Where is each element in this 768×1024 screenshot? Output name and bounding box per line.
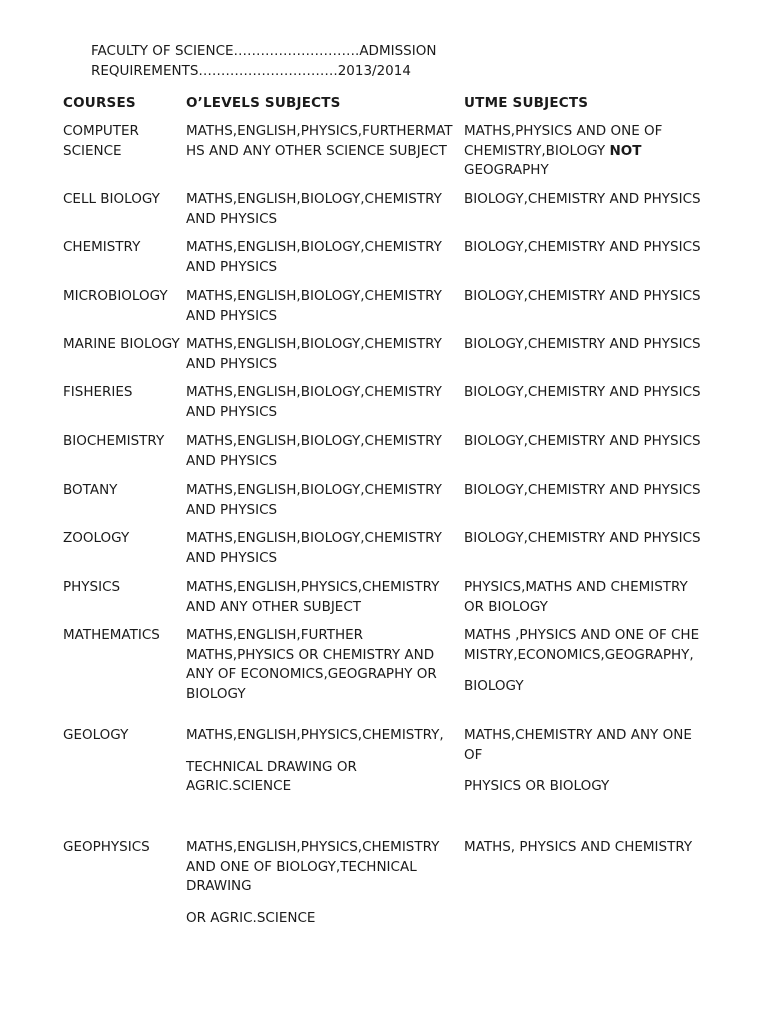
olevels-subjects xyxy=(186,838,456,928)
utme-text: MATHS, PHYSICS AND CHEMISTRY xyxy=(464,839,693,855)
olevels-text: MATHS,ENGLISH,PHYSICS,CHEMISTRY, xyxy=(186,727,444,743)
course-name: MARINE BIOLOGY xyxy=(63,336,180,352)
utme-text: BIOLOGY,CHEMISTRY AND PHYSICS xyxy=(464,336,701,352)
utme-subjects xyxy=(464,287,709,307)
olevels-subjects xyxy=(186,122,456,161)
utme-subjects xyxy=(464,626,709,697)
olevels-text: MATHS,ENGLISH,PHYSICS,CHEMISTRY AND ONE OF BIOLOGY,TECHNICAL DRAWING xyxy=(186,839,440,894)
olevels-text: MATHS,ENGLISH,BIOLOGY,CHEMISTRY AND PHYSICS xyxy=(186,239,442,275)
course-name: ZOOLOGY xyxy=(63,530,130,546)
olevels-subjects xyxy=(186,481,456,520)
utme-text: PHYSICS,MATHS AND CHEMISTRY OR BIOLOGY xyxy=(464,579,688,615)
utme-text: BIOLOGY,CHEMISTRY AND PHYSICS xyxy=(464,288,701,304)
olevels-subjects xyxy=(186,238,456,277)
header-courses: COURSES xyxy=(63,95,136,111)
course-name: CHEMISTRY xyxy=(63,239,141,255)
utme-text: BIOLOGY,CHEMISTRY AND PHYSICS xyxy=(464,239,701,255)
course-name: BIOCHEMISTRY xyxy=(63,433,165,449)
title-line-1: FACULTY OF SCIENCE……………………….ADMISSION xyxy=(91,43,437,59)
olevels-subjects xyxy=(186,578,456,617)
utme-subjects xyxy=(464,481,709,501)
olevels-subjects xyxy=(186,626,456,704)
olevels-text: MATHS,ENGLISH,FURTHER MATHS,PHYSICS OR CHEMISTRY AND ANY OF ECONOMICS,GEOGRAPHY OR BIOLOGY xyxy=(186,627,437,702)
olevels-text: MATHS,ENGLISH,BIOLOGY,CHEMISTRY AND PHYSICS xyxy=(186,384,442,420)
utme-subjects xyxy=(464,529,709,549)
utme-text: BIOLOGY xyxy=(464,678,524,694)
course-name: COMPUTER SCIENCE xyxy=(63,123,139,159)
utme-subjects xyxy=(464,238,709,258)
olevels-subjects xyxy=(186,335,456,374)
utme-subjects xyxy=(464,578,709,617)
utme-text: BIOLOGY,CHEMISTRY AND PHYSICS xyxy=(464,530,701,546)
olevels-subjects xyxy=(186,432,456,471)
utme-text xyxy=(464,122,709,181)
course-name: GEOPHYSICS xyxy=(63,839,150,855)
utme-text: BIOLOGY,CHEMISTRY AND PHYSICS xyxy=(464,482,701,498)
utme-subjects xyxy=(464,383,709,403)
olevels-text: MATHS,ENGLISH,BIOLOGY,CHEMISTRY AND PHYSICS xyxy=(186,482,442,518)
olevels-text: OR AGRIC.SCIENCE xyxy=(186,909,316,926)
olevels-text: MATHS,ENGLISH,BIOLOGY,CHEMISTRY AND PHYSICS xyxy=(186,530,442,566)
course-name: PHYSICS xyxy=(63,579,121,595)
utme-text: MATHS,CHEMISTRY AND ANY ONE OF xyxy=(464,727,692,763)
course-name: MICROBIOLOGY xyxy=(63,288,168,304)
olevels-subjects xyxy=(186,383,456,422)
olevels-text: MATHS,ENGLISH,BIOLOGY,CHEMISTRY AND PHYSICS xyxy=(186,336,442,372)
utme-text: BIOLOGY,CHEMISTRY AND PHYSICS xyxy=(464,384,701,400)
olevels-text: MATHS,ENGLISH,PHYSICS,CHEMISTRY AND ANY OTHER SUBJECT xyxy=(186,579,440,615)
utme-text: MATHS ,PHYSICS AND ONE OF CHEMISTRY,ECONOMICS,GEOGRAPHY, xyxy=(464,627,700,663)
utme-text-part: MATHS,PHYSICS AND ONE OF CHEMISTRY,BIOLOGY xyxy=(464,123,663,159)
utme-text-part: GEOGRAPHY xyxy=(464,162,549,178)
utme-text: BIOLOGY,CHEMISTRY AND PHYSICS xyxy=(464,191,701,207)
utme-subjects xyxy=(464,838,709,858)
course-name: BOTANY xyxy=(63,482,118,498)
course-name: GEOLOGY xyxy=(63,727,129,743)
utme-text: BIOLOGY,CHEMISTRY AND PHYSICS xyxy=(464,433,701,449)
utme-subjects xyxy=(464,335,709,355)
document-title xyxy=(91,42,511,81)
utme-subjects xyxy=(464,190,709,210)
olevels-text: MATHS,ENGLISH,BIOLOGY,CHEMISTRY AND PHYSICS xyxy=(186,433,442,469)
olevels-text: TECHNICAL DRAWING OR AGRIC.SCIENCE xyxy=(186,758,357,794)
course-name: MATHEMATICS xyxy=(63,627,160,643)
utme-text: PHYSICS OR BIOLOGY xyxy=(464,778,610,794)
olevels-subjects xyxy=(186,287,456,326)
header-utme: UTME SUBJECTS xyxy=(464,95,589,111)
course-name: CELL BIOLOGY xyxy=(63,191,160,207)
utme-not-emphasis: NOT xyxy=(609,142,642,159)
olevels-text: MATHS,ENGLISH,BIOLOGY,CHEMISTRY AND PHYSICS xyxy=(186,191,442,227)
olevels-subjects xyxy=(186,190,456,229)
olevels-subjects xyxy=(186,529,456,568)
header-olevels: O’LEVELS SUBJECTS xyxy=(186,95,341,111)
utme-subjects xyxy=(464,122,709,181)
utme-subjects xyxy=(464,432,709,452)
olevels-text: MATHS,ENGLISH,PHYSICS,FURTHERMATHS AND ANY OTHER SCIENCE SUBJECT xyxy=(186,123,453,159)
olevels-text: MATHS,ENGLISH,BIOLOGY,CHEMISTRY AND PHYSICS xyxy=(186,288,442,324)
utme-subjects xyxy=(464,726,709,797)
olevels-subjects xyxy=(186,726,456,797)
title-line-2: REQUIREMENTS………………………….2013/2014 xyxy=(91,62,411,79)
course-name: FISHERIES xyxy=(63,384,133,400)
